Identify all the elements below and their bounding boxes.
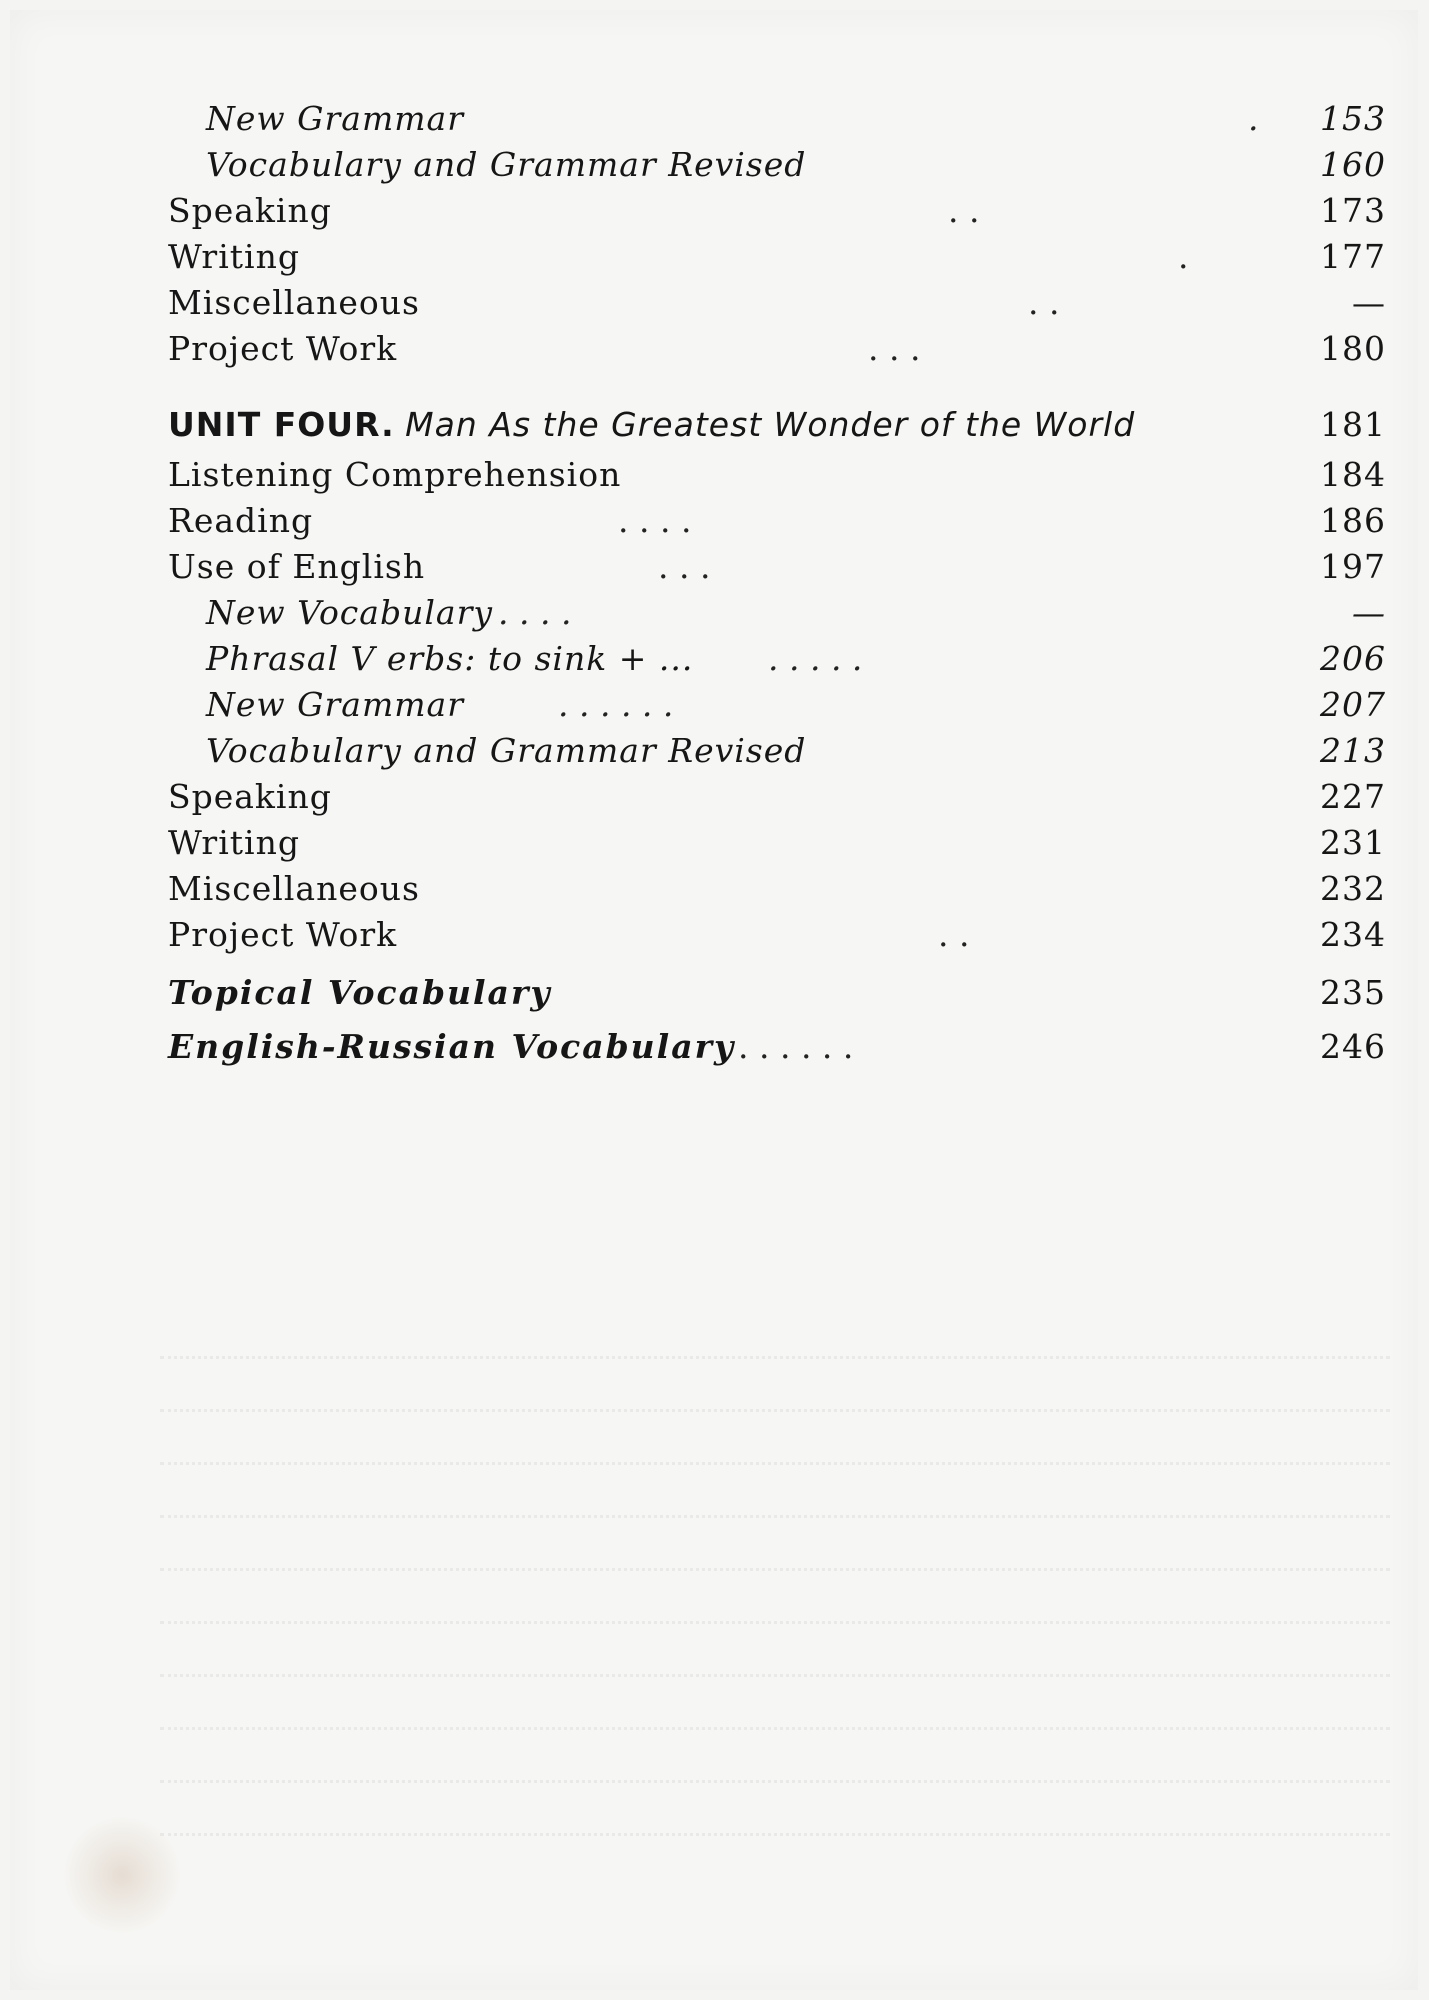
toc-page-number: 213 bbox=[1320, 731, 1386, 770]
toc-entry[interactable] bbox=[168, 1020, 1386, 1074]
toc-page-number: 181 bbox=[1320, 405, 1386, 444]
toc-leader-dots: . . . . . . bbox=[558, 685, 674, 724]
toc-entry-title: Topical Vocabulary bbox=[168, 973, 552, 1012]
toc-page-number: 160 bbox=[1320, 145, 1386, 184]
toc-page-number: 180 bbox=[1320, 329, 1386, 368]
toc-leader-dots: . . . . . . bbox=[738, 1027, 854, 1066]
unit-heading bbox=[168, 398, 1135, 452]
toc-entry[interactable] bbox=[168, 234, 1386, 280]
toc-page-number: 153 bbox=[1320, 99, 1386, 138]
unit-title: Man As the Greatest Wonder of the World bbox=[405, 405, 1136, 444]
toc-page-number: 173 bbox=[1320, 191, 1386, 230]
unit-heading-row[interactable] bbox=[168, 398, 1386, 452]
toc-leader-dots: . . bbox=[948, 191, 980, 230]
toc-entry[interactable] bbox=[168, 728, 1386, 774]
toc-entry-title: Vocabulary and Grammar Revised bbox=[206, 731, 807, 770]
toc-entry-title: Miscellaneous bbox=[168, 869, 420, 908]
toc-entry-title: New Vocabulary bbox=[206, 593, 493, 632]
toc-entry-title: Speaking bbox=[168, 191, 332, 230]
toc-entry[interactable] bbox=[168, 636, 1386, 682]
page-corner-mark bbox=[62, 1815, 182, 1935]
toc-page-number: 177 bbox=[1320, 237, 1386, 276]
toc-entry-title: New Grammar bbox=[206, 685, 464, 724]
toc-entry-title: Writing bbox=[168, 823, 300, 862]
toc-leader-dots: . bbox=[1178, 237, 1189, 276]
toc-entry[interactable] bbox=[168, 966, 1386, 1020]
toc-entry-title: Miscellaneous bbox=[168, 283, 420, 322]
toc-entry-title: Listening Comprehension bbox=[168, 455, 622, 494]
toc-leader-dots: . . . bbox=[868, 329, 921, 368]
toc-page-number: 231 bbox=[1320, 823, 1386, 862]
toc-entry-title: Writing bbox=[168, 237, 300, 276]
toc-leader-dots: . . . . bbox=[618, 501, 692, 540]
toc-leader-dots: . bbox=[1248, 99, 1259, 138]
toc-entry[interactable] bbox=[168, 774, 1386, 820]
bleed-through-text bbox=[160, 1310, 1390, 1830]
toc-entry[interactable] bbox=[168, 544, 1386, 590]
toc-entry-title: Vocabulary and Grammar Revised bbox=[206, 145, 807, 184]
toc-leader-dots: . . . . bbox=[498, 593, 572, 632]
toc-entry[interactable] bbox=[168, 142, 1386, 188]
toc-entry-title: Phrasal V erbs: to sink + ... bbox=[206, 639, 694, 678]
toc-entry[interactable] bbox=[168, 682, 1386, 728]
toc-entry-title: English-Russian Vocabulary bbox=[168, 1027, 736, 1066]
toc-entry[interactable] bbox=[168, 912, 1386, 958]
toc-page-number: 232 bbox=[1320, 869, 1386, 908]
toc-entry[interactable] bbox=[168, 820, 1386, 866]
toc-entry-title: Reading bbox=[168, 501, 314, 540]
toc-entry[interactable] bbox=[168, 452, 1386, 498]
toc-page-number: 186 bbox=[1320, 501, 1386, 540]
toc-page-number: 184 bbox=[1320, 455, 1386, 494]
unit-number: UNIT FOUR. bbox=[168, 405, 395, 444]
toc-entry-title: Project Work bbox=[168, 329, 398, 368]
toc-entry[interactable] bbox=[168, 498, 1386, 544]
toc-page-number: — bbox=[1352, 283, 1386, 322]
toc-entry[interactable] bbox=[168, 326, 1386, 372]
toc-entry-title: Speaking bbox=[168, 777, 332, 816]
toc-entry[interactable] bbox=[168, 866, 1386, 912]
toc-page-number: 246 bbox=[1320, 1027, 1386, 1066]
toc-page-number: 206 bbox=[1320, 639, 1386, 678]
toc-page-number: 227 bbox=[1320, 777, 1386, 816]
toc-entry[interactable] bbox=[168, 280, 1386, 326]
toc-leader-dots: . . . . . bbox=[768, 639, 863, 678]
toc-page-number: — bbox=[1352, 593, 1386, 632]
table-of-contents bbox=[168, 96, 1386, 1074]
toc-entry-title: Project Work bbox=[168, 915, 398, 954]
toc-entry[interactable] bbox=[168, 188, 1386, 234]
toc-page-number: 207 bbox=[1320, 685, 1386, 724]
toc-leader-dots: . . . bbox=[658, 547, 711, 586]
toc-leader-dots: . . bbox=[1028, 283, 1060, 322]
toc-entry[interactable] bbox=[168, 96, 1386, 142]
toc-leader-dots: . . bbox=[938, 915, 970, 954]
toc-page-number: 234 bbox=[1320, 915, 1386, 954]
toc-page-number: 235 bbox=[1320, 973, 1386, 1012]
toc-entry-title: Use of English bbox=[168, 547, 426, 586]
toc-page-number: 197 bbox=[1320, 547, 1386, 586]
toc-entry[interactable] bbox=[168, 590, 1386, 636]
toc-entry-title: New Grammar bbox=[206, 99, 464, 138]
